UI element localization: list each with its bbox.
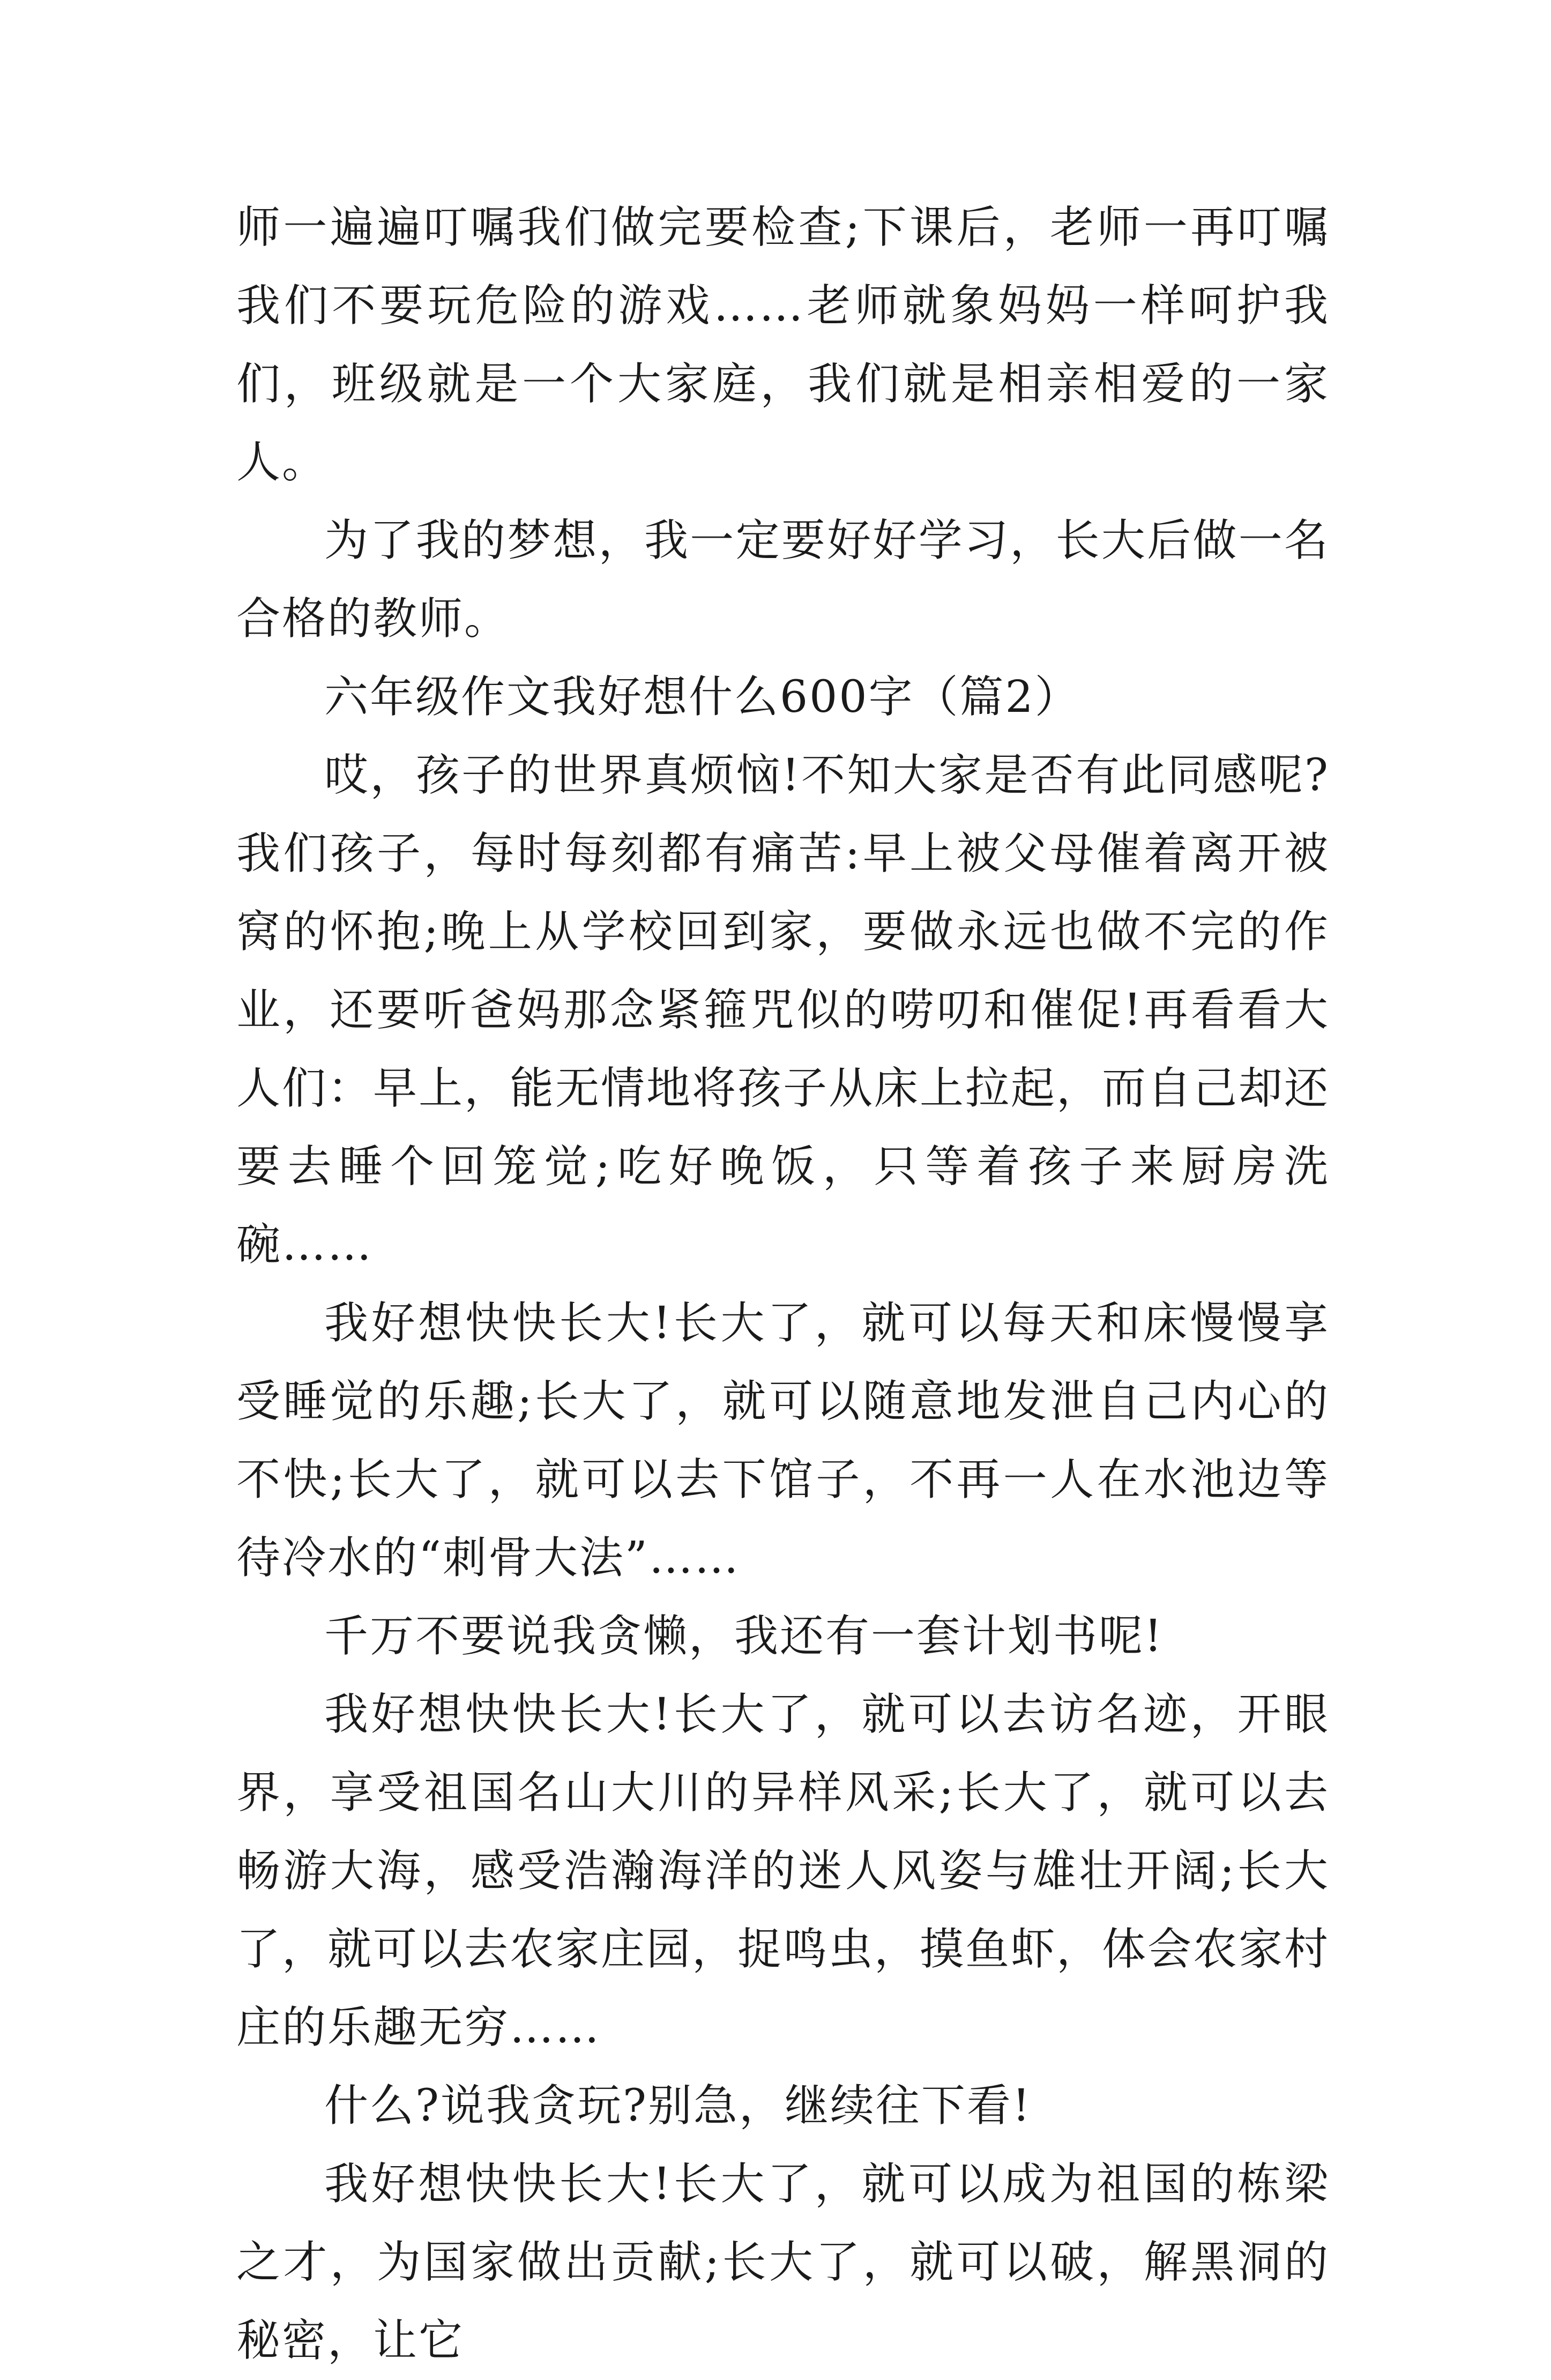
paragraph-grow-up-2: 我好想快快长大!长大了，就可以去访名迹，开眼界，享受祖国名山大川的异样风采;长大了，就可以去畅游大海，感受浩瀚海洋的迷人风姿与雄壮开阔;长大了，就可以去农家庄园，捉鸣虫，摸鱼虾，体会农家村庄的乐趣无穷…… — [236, 1689, 1330, 2053]
paragraph-troubles: 哎，孩子的世界真烦恼!不知大家是否有此同感呢?我们孩子，每时每刻都有痛苦:早上被父母催着离开被窝的怀抱;晚上从学校回到家，要做永远也做不完的作业，还要听爸妈那念紧箍咒似的唠叨和催促!再看看大人们：早上，能无情地将孩子从床上拉起，而自己却还要去睡个回笼觉;吃好晚饭，只等着孩子来厨房洗碗…… — [236, 750, 1330, 1270]
paragraph-grow-up-1: 我好想快快长大!长大了，就可以每天和床慢慢享受睡觉的乐趣;长大了，就可以随意地发泄自己内心的不快;长大了，就可以去下馆子，不再一人在水池边等待冷水的“刺骨大法”…… — [236, 1298, 1330, 1583]
paragraph-plan: 千万不要说我贪懒，我还有一套计划书呢! — [324, 1611, 1164, 1662]
paragraph-dream: 为了我的梦想，我一定要好好学习，长大后做一名合格的教师。 — [236, 515, 1330, 644]
paragraph-continuation: 师一遍遍叮嘱我们做完要检查;下课后，老师一再叮嘱我们不要玩危险的游戏……老师就象妈妈一样呵护我们，班级就是一个大家庭，我们就是相亲相爱的一家人。 — [236, 202, 1330, 488]
essay-body — [236, 189, 1330, 2380]
paragraph-grow-up-3: 我好想快快长大!长大了，就可以成为祖国的栋梁之才，为国家做出贡献;长大了，就可以破，解黑洞的秘密，让它 — [236, 2159, 1330, 2366]
essay-title: 六年级作文我好想什么600字（篇2） — [324, 672, 1080, 723]
paragraph-keep-reading: 什么?说我贪玩?别急，继续往下看! — [324, 2080, 1032, 2131]
